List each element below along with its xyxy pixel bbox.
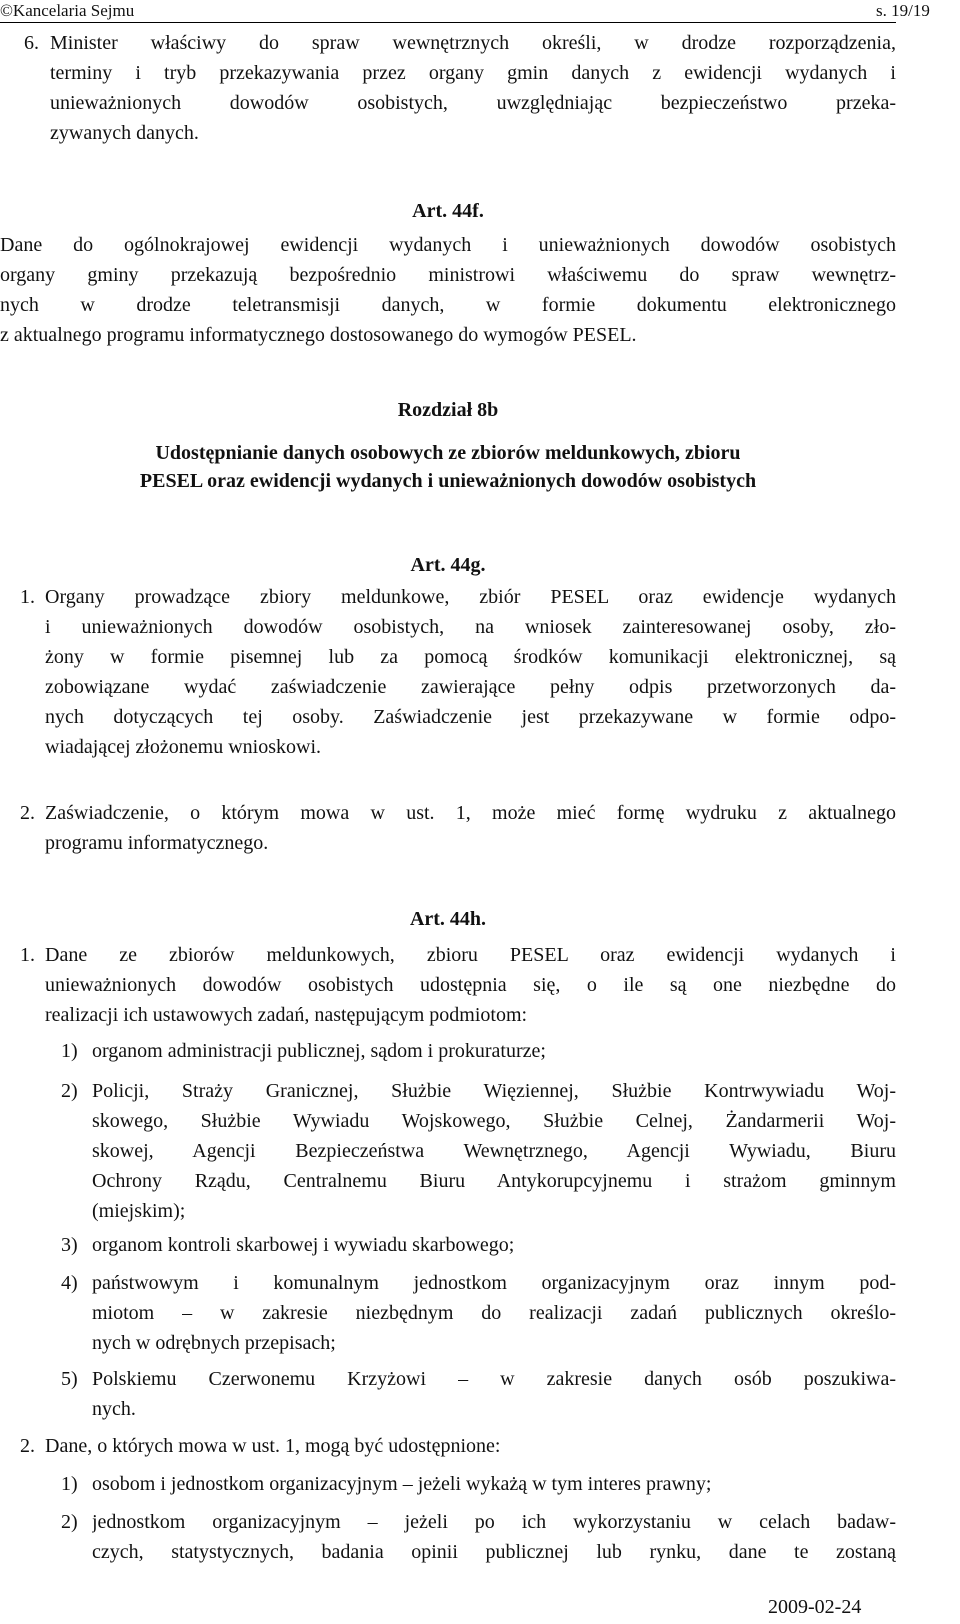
article-44g-p1-number: 1. (20, 586, 35, 608)
text-line: Policji, Straży Granicznej, Służbie Więziennej, Służbie Kontrwywiadu Woj- (92, 1080, 896, 1102)
text-line: Dane ze zbiorów meldunkowych, zbioru PESEL oraz ewidencji wydanych i (45, 944, 896, 966)
article-44f-text (0, 230, 896, 350)
header-rule (0, 22, 896, 23)
list-item (92, 1268, 896, 1358)
list-item-number: 2) (61, 1511, 78, 1533)
list-item (92, 1507, 896, 1567)
text-line: wiadającej złożonemu wnioskowi. (45, 736, 322, 758)
footer-date: 2009-02-24 (768, 1596, 862, 1618)
text-line: realizacji ich ustawowych zadań, następującym podmiotom: (45, 1004, 528, 1026)
text-line: nych dotyczących tej osoby. Zaświadczenie jest przekazywane w formie odpo- (45, 706, 896, 728)
article-44g-p2-text (45, 798, 896, 858)
list-item (92, 1364, 896, 1424)
text-line: organy gminy przekazują bezpośrednio ministrowi właściwemu do spraw wewnętrz- (0, 264, 896, 286)
article-44h-p2-text (45, 1431, 896, 1461)
article-44g-title: Art. 44g. (410, 554, 486, 576)
text-line: organom kontroli skarbowej i wywiadu skarbowego; (92, 1234, 515, 1256)
text-line: Zaświadczenie, o którym mowa w ust. 1, może mieć formę wydruku z aktualnego (45, 802, 896, 824)
text-line: państwowym i komunalnym jednostkom organizacyjnym oraz innym pod- (92, 1272, 896, 1294)
text-line: (miejskim); (92, 1200, 186, 1222)
chapter-subtitle-line: Udostępnianie danych osobowych ze zbiorów meldunkowych, zbioru (155, 442, 741, 464)
text-line: miotom – w zakresie niezbędnym do realizacji zadań publicznych określo- (92, 1302, 896, 1324)
chapter-title: Rozdział 8b (397, 399, 499, 421)
article-44h-title: Art. 44h. (409, 908, 487, 930)
list-item (92, 1469, 896, 1499)
text-line: zywanych danych. (50, 122, 199, 144)
list-item-number: 1) (61, 1040, 78, 1062)
text-line: nych w drodze teletransmisji danych, w formie dokumentu elektronicznego (0, 294, 896, 316)
text-line: z aktualnego programu informatycznego dostosowanego do wymogów PESEL. (0, 324, 637, 346)
text-line: Polskiemu Czerwonemu Krzyżowi – w zakresie danych osób poszukiwa- (92, 1368, 896, 1390)
text-line: Organy prowadzące zbiory meldunkowe, zbiór PESEL oraz ewidencje wydanych (45, 586, 896, 608)
text-line: nych w odrębnych przepisach; (92, 1332, 336, 1354)
text-line: Dane, o których mowa w ust. 1, mogą być udostępnione: (45, 1435, 501, 1457)
text-line: Minister właściwy do spraw wewnętrznych określi, w drodze rozporządzenia, (50, 32, 896, 54)
chapter-subtitle-line: PESEL oraz ewidencji wydanych i unieważnionych dowodów osobistych (139, 470, 757, 492)
text-line: organom administracji publicznej, sądom i prokuraturze; (92, 1040, 546, 1062)
text-line: skowego, Służbie Wywiadu Wojskowego, Służbie Celnej, Żandarmerii Woj- (92, 1110, 896, 1132)
list-item (92, 1076, 896, 1226)
text-line: Ochrony Rządu, Centralnemu Biuru Antykorupcyjnemu i strażom gminnym (92, 1170, 896, 1192)
list-item (92, 1230, 896, 1260)
text-line: jednostkom organizacyjnym – jeżeli po ich wykorzystaniu w celach badaw- (92, 1511, 896, 1533)
text-line: żony w formie pisemnej lub za pomocą środków komunikacji elektronicznej, są (45, 646, 896, 668)
list-item-number: 3) (61, 1234, 78, 1256)
text-line: terminy i tryb przekazywania przez organy gmin danych z ewidencji wydanych i (50, 62, 896, 84)
text-line: unieważnionych dowodów osobistych udostępnia się, o ile są one niezbędne do (45, 974, 896, 996)
header-source: ©Kancelaria Sejmu (0, 1, 135, 20)
article-44f-title: Art. 44f. (412, 200, 484, 222)
text-line: zobowiązane wydać zaświadczenie zawierające pełny odpis przetworzonych da- (45, 676, 896, 698)
text-line: unieważnionych dowodów osobistych, uwzględniając bezpieczeństwo przeka- (50, 92, 896, 114)
list-item-number: 5) (61, 1368, 78, 1390)
article-44g-p1-text (45, 582, 896, 762)
list-item-number: 1) (61, 1473, 78, 1495)
text-line: Dane do ogólnokrajowej ewidencji wydanych i unieważnionych dowodów osobistych (0, 234, 896, 256)
article-44g-p2-number: 2. (20, 802, 35, 824)
text-line: skowej, Agencji Bezpieczeństwa Wewnętrznego, Agencji Wywiadu, Biuru (92, 1140, 896, 1162)
text-line: osobom i jednostkom organizacyjnym – jeżeli wykażą w tym interes prawny; (92, 1473, 712, 1495)
par6-text (50, 28, 896, 148)
article-44h-p2-number: 2. (20, 1435, 35, 1457)
text-line: programu informatycznego. (45, 832, 269, 854)
par6-number: 6. (24, 32, 39, 54)
list-item-number: 2) (61, 1080, 78, 1102)
text-line: i unieważnionych dowodów osobistych, na wniosek zainteresowanej osoby, zło- (45, 616, 896, 638)
list-item-number: 4) (61, 1272, 78, 1294)
text-line: czych, statystycznych, badania opinii publicznej lub rynku, dane te zostaną (92, 1541, 896, 1563)
text-line: nych. (92, 1398, 136, 1420)
header-page-number: s. 19/19 (876, 1, 930, 20)
article-44h-p1-text (45, 940, 896, 1030)
list-item (92, 1036, 896, 1066)
article-44h-p1-number: 1. (20, 944, 35, 966)
